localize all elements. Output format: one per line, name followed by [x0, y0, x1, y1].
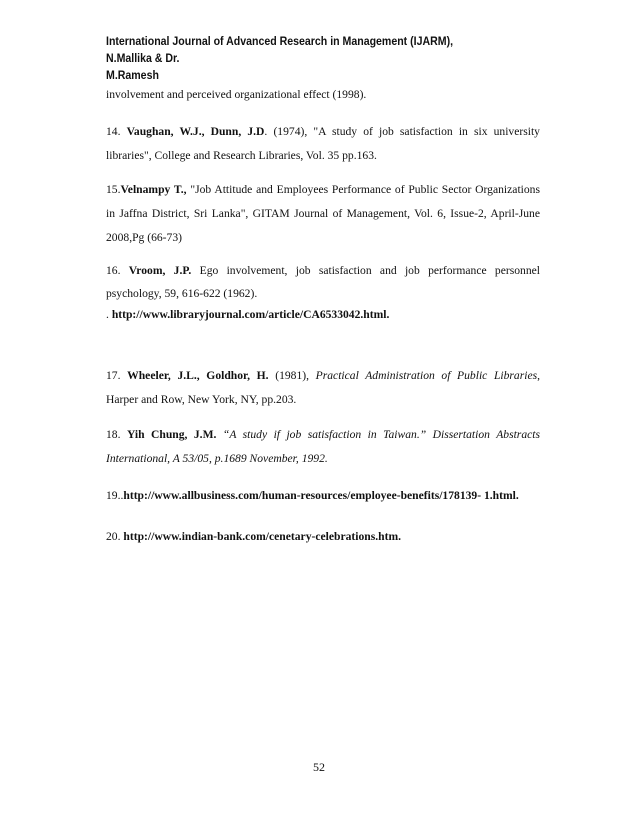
ref-line-3: 2008,Pg (66-73)	[106, 231, 182, 244]
ref-number: 17.	[106, 369, 121, 382]
ref-number: 15.	[106, 183, 121, 196]
ref-title: “A study if job satisfaction in Taiwan.” Dissertation Abstracts	[222, 428, 540, 441]
ref-line-2: in Jaffna District, Sri Lanka", GITAM Journal of Management, Vol. 6, Issue-2, April-June	[106, 207, 540, 220]
ref-title: "A study of job satisfaction in six university	[313, 125, 540, 138]
reference-17: 17. Wheeler, J.L., Goldhor, H. (1981), Practical Administration of Public Libraries, Harper and Row, New York, NY, pp.203.	[106, 364, 540, 412]
ref-link-end[interactable]: 1.html.	[483, 489, 519, 502]
reference-19	[106, 484, 540, 508]
page-number: 52	[313, 760, 325, 774]
ref-author: Vroom, J.P.	[128, 264, 192, 277]
ref-number: 20.	[106, 530, 121, 543]
ref-line-2: Harper and Row, New York, NY, pp.203.	[106, 393, 297, 406]
reference-16	[106, 259, 540, 325]
ref-number: 19..	[106, 489, 124, 502]
ref-author: Wheeler, J.L., Goldhor, H.	[127, 369, 269, 382]
ref-year: . (1974),	[264, 125, 308, 138]
url-prefix: .	[106, 308, 109, 321]
reference-18	[106, 423, 540, 471]
ref-author: Vaughan, W.J., Dunn, J.D	[126, 125, 265, 138]
ref-line-2: psychology, 59, 616-622 (1962).	[106, 287, 258, 300]
ref-author: Velnampy T.,	[120, 183, 187, 196]
ref-author: Yih Chung, J.M.	[126, 428, 217, 441]
ref-link[interactable]: http://www.libraryjournal.com/article/CA6533042.html.	[111, 308, 390, 321]
ref-link[interactable]: http://www.indian-bank.com/cenetary-celebrations.htm.	[123, 530, 402, 543]
ref-number: 18.	[106, 428, 121, 441]
reference-20	[106, 525, 540, 549]
ref-title: Practical Administration of Public Libraries	[315, 369, 538, 382]
ref-title: Ego involvement, job satisfaction and job performance personnel	[199, 264, 541, 277]
header-line-2: M.Ramesh	[106, 70, 159, 82]
continuation-text: involvement and perceived organizational effect (1998).	[106, 88, 367, 101]
header-line-1: International Journal of Advanced Research in Management (IJARM), N.Mallika & Dr.	[106, 36, 454, 65]
ref-line-2: International, A 53/05, p.1689 November, 1992.	[106, 452, 328, 465]
ref-title: "Job Attitude and Employees Performance of Public Sector Organizations	[190, 183, 540, 196]
ref-link[interactable]: http://www.allbusiness.com/human-resources/employee-benefits/178139-	[123, 489, 482, 502]
reference-14	[106, 120, 540, 168]
ref-number: 14.	[106, 125, 121, 138]
running-header	[106, 34, 492, 85]
reference-15	[106, 178, 540, 250]
ref-number: 16.	[106, 264, 121, 277]
ref-line-2: libraries", College and Research Libraries, Vol. 35 pp.163.	[106, 149, 377, 162]
ref-year: (1981),	[275, 369, 310, 382]
reference-continuation	[106, 83, 540, 107]
